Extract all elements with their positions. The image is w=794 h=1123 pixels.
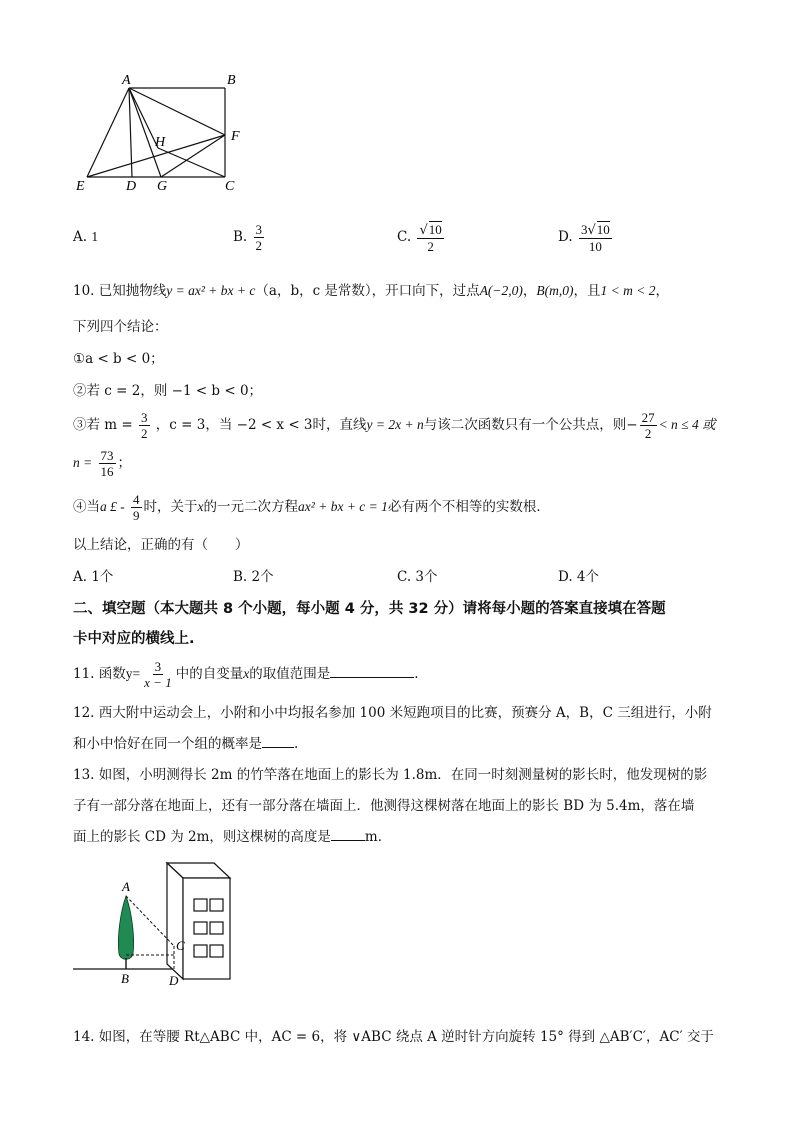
q9-option-d: D. $\frac{3√10}{10}$ (558, 221, 610, 254)
label-C: C (225, 179, 235, 194)
geometry-figure-1 (60, 68, 260, 198)
label-E: E (76, 179, 85, 194)
q9-option-b: B. $\frac{3}{2}$ (233, 222, 263, 253)
label-H: H (155, 135, 166, 150)
label-A: A (122, 73, 131, 88)
q13-line2: 子有一部分落在地面上，还有一部分落在墙面上．他测得这棵树落在地面上的影长 BD 为 5.4m，落在墙 (73, 798, 695, 814)
q10-option-b: B. 2个 (233, 569, 274, 585)
q11-answer-blank[interactable] (330, 677, 414, 678)
q12-line2: 和小中恰好在同一个组的概率是 . (73, 736, 299, 752)
section-2-heading-line1: 二、填空题（本大题共 8 个小题，每小题 4 分，共 32 分）请将每小题的答案直接填在答题 (73, 601, 666, 617)
q10-option-d: D. 4个 (558, 569, 600, 585)
label-D: D (169, 973, 179, 988)
q10-conclusion-3: ③若 m = $\frac{3}{2}$ ，c = 3，当 −2 < x < 3时，直线y = 2x + n与该二次函数只有一个公共点，则− $\frac{27}{2}$ < n ≤ 4 或 (73, 410, 716, 441)
section-2-heading-line2: 卡中对应的横线上. (73, 631, 195, 647)
tree-shadow-figure (70, 858, 240, 988)
q13-line1: 13. 如图，小明测得长 2m 的竹竿落在地面上的影长为 1.8m．在同一时刻测量树的影长时，他发现树的影 (73, 767, 708, 783)
label-C: C (176, 938, 185, 953)
label-D: D (126, 179, 137, 194)
label-B: B (121, 971, 129, 986)
q10-option-c: C. 3个 (397, 569, 438, 585)
q13-line3: 面上的影长 CD 为 2m，则这棵树的高度是 m． (73, 829, 392, 845)
q10-line2: 下列四个结论： (73, 319, 168, 335)
q10-conclusion-4: ④当a £ - $\frac{4}{9}$ 时，关于x的一元二次方程ax² + bx + c = 1必有两个不相等的实数根． (73, 492, 550, 523)
q10-conclusion-3-cont: n = $\frac{73}{16}$ ； (73, 448, 132, 479)
label-B: B (227, 73, 236, 88)
q13-answer-blank[interactable] (331, 840, 365, 841)
segment-GF (161, 135, 225, 177)
building-side (167, 863, 183, 979)
label-A: A (122, 879, 130, 894)
q10-ask: 以上结论，正确的有（ ） (73, 537, 249, 553)
q10-conclusion-2: ②若 c = 2，则 −1 < b < 0； (73, 383, 263, 399)
q10-stem: 10. 已知抛物线y = ax² + bx + c（a，b，c 是常数），开口向下，过点A(−2,0)，B(m,0)，且1 < m < 2， (73, 283, 670, 299)
label-F: F (231, 129, 240, 144)
segment-AC-part (129, 88, 158, 148)
tree-canopy (118, 896, 133, 959)
q11: 11. 函数y= $\frac{3}{x - 1}$ 中的自变量x的取值范围是 . (73, 659, 419, 690)
segment-AE (87, 88, 129, 177)
q12-line1: 12. 西大附中运动会上，小附和小中均报名参加 100 米短跑项目的比赛，预赛分 A，B，C 三组进行，小附 (73, 705, 712, 721)
q10-option-a: A. 1个 (73, 569, 114, 585)
q12-answer-blank[interactable] (262, 747, 294, 748)
label-G: G (157, 179, 168, 194)
q10-conclusion-1: ①a < b < 0； (73, 351, 164, 367)
q14-line1: 14. 如图，在等腰 Rt△ABC 中，AC = 6，将 ∨ABC 绕点 A 逆时针方向旋转 15° 得到 △AB′C′，AC′ 交于 (73, 1029, 714, 1045)
q9-option-c: C. $\frac{√10}{2}$ (397, 221, 442, 254)
q9-option-a: A. 1 (73, 229, 99, 245)
